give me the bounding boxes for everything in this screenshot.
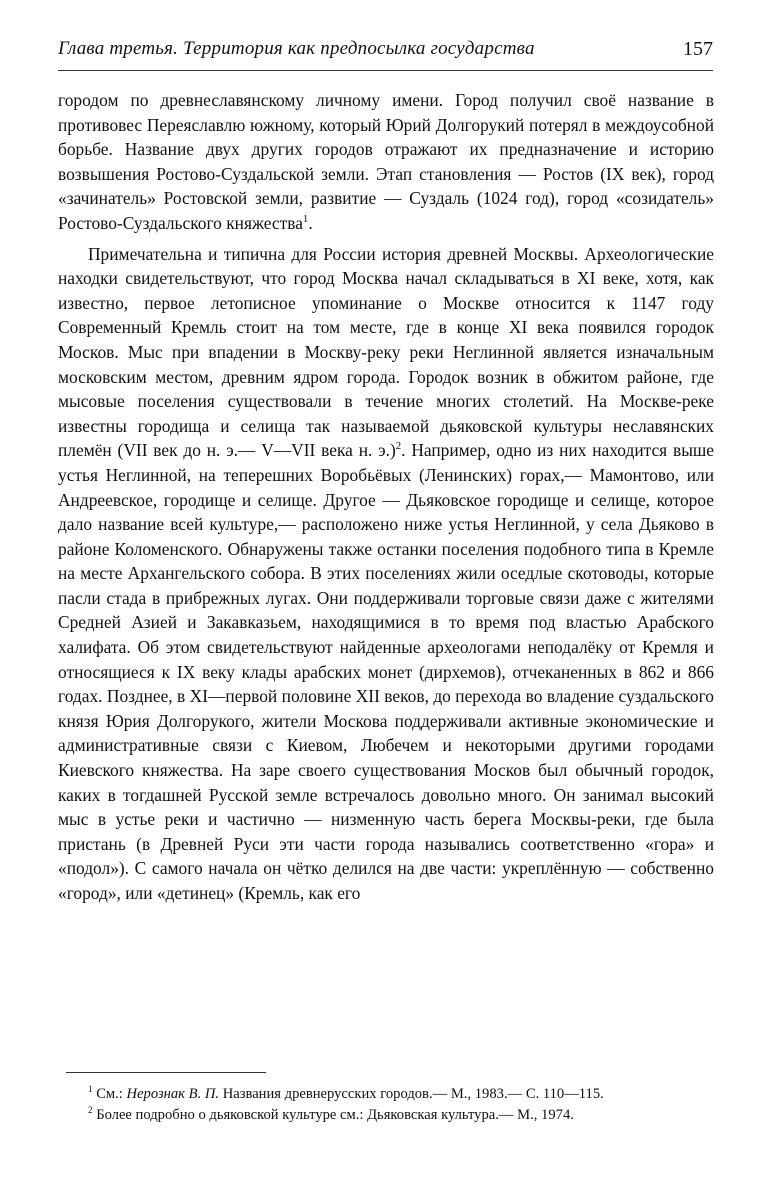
- paragraph-2-tail: . Например, одно из них находится выше устья Неглинной, на теперешних Воробьёвых (Ленинских) горах,— Мамонтово, или Андреевское, городище и селище. Другое — Дьяковское городище и селище, которое дало название всей культуре,— расположено ниже устья Неглинной, у села Дьяково в районе Коломенского. Обнаружены также останки поселения подобного типа в Кремле на месте Архангельского собора. В этих поселениях жили оседлые скотоводы, которые пасли стада в прибрежных лугах. Они поддерживали торговые связи даже с жителями Средней Азией и Закавказьем, находящимися в то время под властью Арабского халифата. Об этом свидетельствуют найденные археологами неподалёку от Кремля и относящиеся к IX веку клады арабских монет (дирхемов), отчеканенных в 862 и 866 годах. Позднее, в XI—первой половине XII веков, до перехода во владение суздальского князя Юрия Долгорукого, жители Москова поддерживали активные экономические и административные связи с Киевом, Любечем и некоторыми другими городами Киевского княжества. На заре своего существования Москов был обычный городок, каких в тогдашней Русской земле встречалось довольно много. Он занимал высокий мыс в устье реки и частично — низменную часть берега Москвы-реки, где была пристань (в Древней Руси эти части города назывались соответственно «гора» и «подол»). С самого начала он чётко делился на две части: укреплённую — собственно «город», или «детинец» (Кремль, как его: [58, 440, 714, 903]
- footnote-1-author: Нерознак В. П.: [126, 1086, 220, 1102]
- header-rule: [58, 70, 713, 71]
- footnotes: [58, 1084, 714, 1126]
- body-text: [58, 88, 714, 906]
- paragraph-1-text: городом по древнеславянскому личному имени. Город получил своё название в противовес Переяславлю южному, который Юрий Долгорукий потерял в междоусобной борьбе. Название двух других городов отражают их предназначение и историю возвышения Ростово-Суздальской земли. Этап становления — Ростов (IX век), город «зачинатель» Ростовской земли, развитие — Суздаль (1024 год), город «созидатель» Ростово-Суздальского княжества: [58, 90, 714, 233]
- footnote-2-marker: 2: [88, 1105, 93, 1116]
- paragraph-2: [58, 242, 714, 906]
- paragraph-1-tail: .: [308, 212, 313, 233]
- page-number: 157: [683, 38, 713, 60]
- footnote-rule: [66, 1072, 266, 1073]
- footnote-1: [58, 1084, 714, 1105]
- footnote-1-prefix: См.:: [96, 1086, 123, 1102]
- footnote-2-text: Более подробно о дьяковской культуре см.: Дьяковская культура.— М., 1974.: [96, 1107, 574, 1123]
- footnote-1-marker: 1: [88, 1084, 93, 1095]
- paragraph-2-text: Примечательна и типична для России история древней Москвы. Археологические находки свидетельствуют, что город Москва начал складываться в XI веке, хотя, как известно, первое летописное упоминание о Москве относится к 1147 году Современный Кремль стоит на том месте, где в конце XI века появился городок Москов. Мыс при впадении в Москву-реку реки Неглинной является изначальным московским местом, древним ядром города. Городок возник в обжитом районе, где мысовые поселения существовали в течение многих столетий. На Москве-реке известны городища и селища так называемой дьяковской культуры неславянских племён (VII век до н. э.— V—VII века н. э.): [58, 243, 714, 461]
- footnote-1-text: Названия древнерусских городов.— М., 1983.— С. 110—115.: [222, 1086, 604, 1102]
- running-header: [58, 38, 713, 68]
- footnote-ref-2[interactable]: 2: [395, 440, 402, 453]
- footnote-ref-1[interactable]: 1: [302, 213, 309, 226]
- footnote-2: [58, 1105, 714, 1126]
- chapter-title: Глава третья. Территория как предпосылка государства: [58, 38, 535, 59]
- paragraph-1: [58, 88, 714, 236]
